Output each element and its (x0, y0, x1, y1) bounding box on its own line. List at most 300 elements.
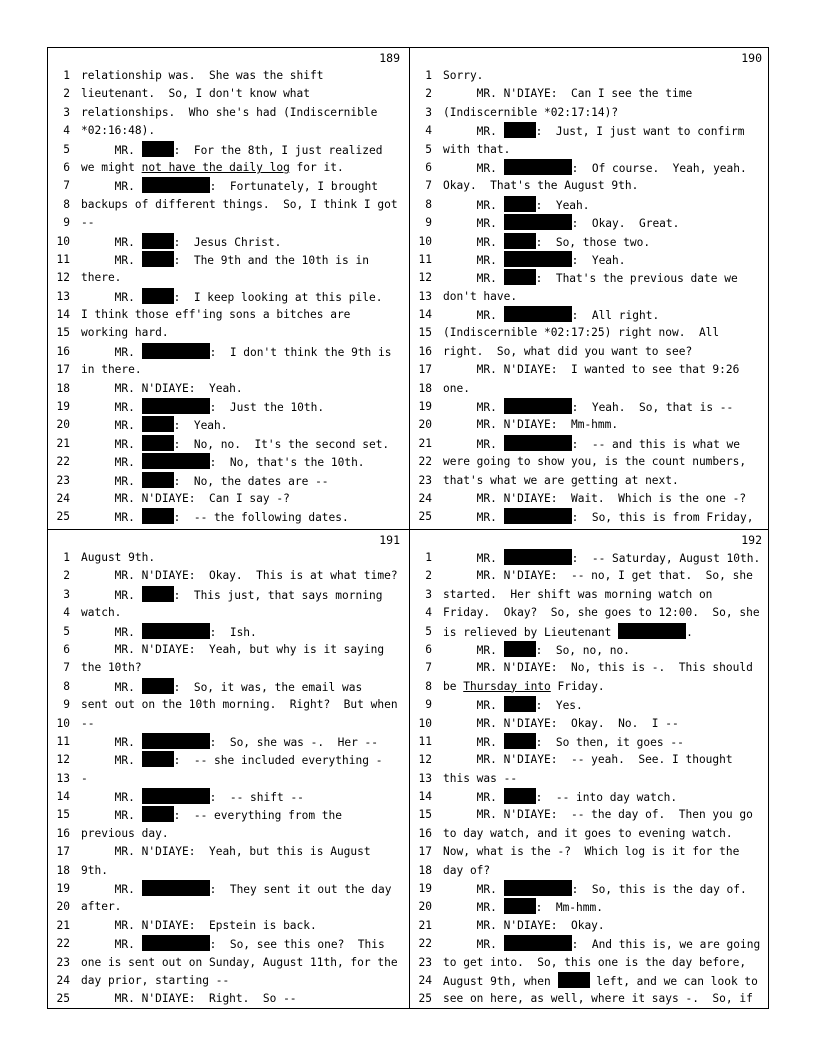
line-number: 21 (418, 918, 432, 932)
line-text: one. (443, 381, 470, 395)
transcript-line (48, 696, 408, 714)
line-text: MR. : So, those two. (443, 233, 770, 251)
line-text: 9th. (81, 863, 108, 877)
line-number: 23 (56, 955, 70, 969)
line-text: August 9th. (81, 551, 156, 564)
transcript-line (48, 159, 408, 177)
redaction-bar (504, 880, 572, 896)
line-text: MR. : I keep looking at this pile. (81, 288, 408, 306)
line-number: 18 (56, 863, 70, 877)
line-text: MR. : They sent it out the day (81, 880, 408, 898)
redaction-bar (142, 586, 174, 602)
transcript-line (410, 177, 770, 195)
line-number: 22 (56, 937, 70, 951)
line-number: 5 (425, 142, 432, 156)
page-panel-189 (48, 48, 408, 528)
line-text: day prior, starting -- (81, 973, 230, 987)
redaction-bar (504, 269, 536, 285)
transcript-line (410, 549, 770, 567)
redaction-bar (504, 508, 572, 524)
line-text: MR. : So then, it goes -- (443, 733, 770, 751)
line-number: 8 (63, 679, 70, 693)
line-text: MR. : Jesus Christ. (81, 233, 408, 251)
transcript-line (410, 623, 770, 641)
redaction-bar (142, 416, 174, 432)
transcript-line (410, 604, 770, 622)
line-text: MR. : Just, I just want to confirm (443, 122, 770, 140)
transcript-line (48, 770, 408, 788)
line-text: to day watch, and it goes to evening watch. (443, 826, 733, 840)
transcript-line (48, 67, 408, 85)
transcript-line (410, 880, 770, 898)
line-text: MR. : All right. (443, 306, 770, 324)
line-number: 21 (56, 918, 70, 932)
transcript-line (410, 508, 770, 526)
transcript-line (410, 770, 770, 788)
line-text: MR. : And this is, we are going (443, 935, 770, 953)
redaction-bar (142, 251, 174, 267)
transcript-line (410, 306, 770, 324)
redaction-bar (504, 251, 572, 267)
line-text: MR. : Of course. Yeah, yeah. (443, 159, 770, 177)
transcript-line (410, 972, 770, 990)
line-number: 24 (56, 491, 70, 505)
transcript-lines (410, 549, 770, 1009)
line-text: working hard. (81, 326, 169, 340)
transcript-line (48, 380, 408, 398)
line-number: 20 (56, 900, 70, 914)
redaction-bar (142, 623, 210, 639)
line-number: 21 (418, 436, 432, 450)
redaction-bar (142, 733, 210, 749)
line-text: is relieved by Lieutenant . (443, 623, 770, 641)
transcript-line (410, 733, 770, 751)
transcript-line (48, 567, 408, 585)
line-number: 8 (425, 197, 432, 211)
line-text: MR. : -- Saturday, August 10th. (443, 549, 770, 567)
line-text: watch. (81, 606, 122, 620)
line-text: in there. (81, 363, 142, 377)
line-text: MR. N'DIAYE: Mm-hmm. (443, 418, 619, 432)
underlined-text: Thursday into (463, 679, 551, 693)
line-text: MR. N'DIAYE: Can I see the time (443, 87, 693, 101)
line-text: to get into. So, this one is the day before, (443, 955, 747, 969)
transcript-line (48, 361, 408, 379)
page-number: 192 (741, 533, 762, 547)
line-number: 6 (425, 160, 432, 174)
redaction-bar (142, 343, 210, 359)
transcript-line (48, 490, 408, 508)
transcript-line (48, 416, 408, 434)
line-number: 16 (418, 826, 432, 840)
transcript-line (48, 806, 408, 824)
redaction-bar (504, 788, 536, 804)
line-number: 12 (56, 753, 70, 767)
transcript-line (48, 214, 408, 232)
transcript-line (48, 269, 408, 287)
page-panel-190 (410, 48, 770, 528)
transcript-line (410, 490, 770, 508)
line-text: were going to show you, is the count numbers, (443, 455, 747, 469)
line-text: don't have. (443, 289, 518, 303)
line-text: MR. N'DIAYE: Can I say -? (81, 491, 290, 505)
line-number: 8 (425, 679, 432, 693)
line-text: -- (81, 216, 95, 230)
transcript-line (48, 715, 408, 733)
line-number: 4 (425, 124, 432, 138)
line-text: we might not have the daily log for it. (81, 160, 344, 174)
line-number: 6 (63, 642, 70, 656)
transcript-line (48, 324, 408, 342)
line-text: MR. : -- she included everything - (81, 751, 408, 769)
line-number: 13 (56, 771, 70, 785)
line-text: Friday. Okay? So, she goes to 12:00. So, she (443, 606, 760, 620)
redaction-bar (142, 935, 210, 951)
transcript-lines (48, 67, 408, 527)
transcript-line (410, 269, 770, 287)
line-text: with that. (443, 142, 511, 156)
line-text: August 9th, when left, and we can look to (443, 972, 770, 990)
redaction-bar (142, 751, 174, 767)
redaction-bar (504, 935, 572, 951)
line-number: 7 (63, 179, 70, 193)
redaction-bar (142, 880, 210, 896)
line-text: MR. N'DIAYE: -- no, I get that. So, she (443, 569, 753, 583)
line-text: MR. : Yeah. So, that is -- (443, 398, 770, 416)
line-number: 15 (56, 808, 70, 822)
line-text: after. (81, 900, 122, 914)
line-text: lieutenant. So, I don't know what (81, 87, 311, 101)
line-text: MR. : No, no. It's the second set. (81, 435, 408, 453)
line-number: 11 (418, 252, 432, 266)
line-number: 15 (418, 808, 432, 822)
transcript-line (410, 472, 770, 490)
page-panel-191 (48, 530, 408, 1010)
line-text: MR. : This just, that says morning (81, 586, 408, 604)
line-text: right. So, what did you want to see? (443, 344, 693, 358)
line-text: I think those eff'ing sons a bitches are (81, 308, 351, 322)
line-text: that's what we are getting at next. (443, 473, 679, 487)
transcript-line (48, 177, 408, 195)
redaction-bar (142, 678, 174, 694)
line-text: MR. : So, she was -. Her -- (81, 733, 408, 751)
line-number: 21 (56, 436, 70, 450)
transcript-line (410, 380, 770, 398)
transcript-line (48, 678, 408, 696)
line-number: 17 (418, 363, 432, 377)
line-number: 3 (63, 105, 70, 119)
line-number: 17 (56, 845, 70, 859)
transcript-line (48, 196, 408, 214)
redaction-bar (504, 233, 536, 249)
transcript-line (48, 935, 408, 953)
line-number: 18 (56, 381, 70, 395)
transcript-line (410, 288, 770, 306)
line-text: (Indiscernible *02:17:14)? (443, 105, 619, 119)
line-number: 11 (56, 734, 70, 748)
line-number: 24 (56, 973, 70, 987)
line-number: 18 (418, 863, 432, 877)
line-number: 25 (56, 992, 70, 1006)
transcript-line (410, 806, 770, 824)
line-number: 20 (418, 900, 432, 914)
redaction-bar (504, 898, 536, 914)
transcript-line (410, 233, 770, 251)
redaction-bar (504, 196, 536, 212)
line-number: 19 (56, 882, 70, 896)
line-number: 7 (425, 661, 432, 675)
line-text: (Indiscernible *02:17:25) right now. All (443, 326, 720, 340)
line-number: 2 (63, 569, 70, 583)
line-text: MR. : Just the 10th. (81, 398, 408, 416)
line-number: 3 (63, 587, 70, 601)
transcript-line (48, 398, 408, 416)
transcript-line (48, 141, 408, 159)
transcript-line (48, 751, 408, 769)
transcript-line (410, 122, 770, 140)
transcript-line (48, 549, 408, 567)
line-text: - (81, 771, 88, 785)
page-panel-192 (410, 530, 770, 1010)
line-text: MR. : -- into day watch. (443, 788, 770, 806)
line-number: 7 (63, 661, 70, 675)
redaction-bar (618, 623, 686, 639)
line-number: 12 (418, 271, 432, 285)
line-text: MR. : No, the dates are -- (81, 472, 408, 490)
transcript-line (410, 898, 770, 916)
line-text: previous day. (81, 826, 169, 840)
line-text: MR. : For the 8th, I just realized (81, 141, 408, 159)
redaction-bar (504, 398, 572, 414)
line-number: 25 (418, 992, 432, 1006)
line-number: 19 (418, 882, 432, 896)
line-number: 9 (63, 698, 70, 712)
line-text: MR. : -- and this is what we (443, 435, 770, 453)
line-number: 4 (425, 606, 432, 620)
transcript-line (48, 453, 408, 471)
line-number: 10 (418, 716, 432, 730)
transcript-line (48, 972, 408, 990)
redaction-bar (142, 141, 174, 157)
line-number: 11 (56, 252, 70, 266)
line-text: MR. N'DIAYE: Yeah, but this is August (81, 845, 371, 859)
line-text: MR. N'DIAYE: Yeah, but why is it saying (81, 642, 385, 656)
redaction-bar (504, 549, 572, 565)
line-number: 1 (63, 69, 70, 82)
line-number: 16 (56, 826, 70, 840)
transcript-line (48, 641, 408, 659)
transcript-lines (48, 549, 408, 1009)
line-text: MR. : Yes. (443, 696, 770, 714)
line-number: 25 (418, 510, 432, 524)
line-number: 12 (418, 753, 432, 767)
line-text: MR. : So, see this one? This (81, 935, 408, 953)
transcript-line (410, 324, 770, 342)
transcript-line (48, 659, 408, 677)
redaction-bar (558, 972, 590, 988)
line-text: started. Her shift was morning watch on (443, 587, 713, 601)
line-text: Sorry. (443, 69, 484, 82)
line-number: 9 (63, 216, 70, 230)
line-text: MR. : Yeah. (81, 416, 408, 434)
transcript-line (48, 880, 408, 898)
line-number: 2 (425, 87, 432, 101)
redaction-bar (504, 306, 572, 322)
line-number: 9 (425, 216, 432, 230)
transcript-line (48, 85, 408, 103)
transcript-line (410, 251, 770, 269)
transcript-line (410, 788, 770, 806)
redaction-bar (142, 508, 174, 524)
transcript-line (410, 917, 770, 935)
line-number: 13 (56, 289, 70, 303)
line-number: 16 (418, 344, 432, 358)
line-number: 17 (418, 845, 432, 859)
transcript-line (410, 67, 770, 85)
transcript-line (410, 214, 770, 232)
line-text: -- (81, 716, 95, 730)
line-number: 17 (56, 363, 70, 377)
line-text: MR. : Yeah. (443, 196, 770, 214)
line-text: MR. N'DIAYE: Wait. Which is the one -? (443, 491, 747, 505)
transcript-line (48, 843, 408, 861)
transcript-line (48, 954, 408, 972)
line-number: 16 (56, 344, 70, 358)
line-text: there. (81, 271, 122, 285)
redaction-bar (142, 788, 210, 804)
line-text: MR. N'DIAYE: Yeah. (81, 381, 243, 395)
line-number: 19 (56, 400, 70, 414)
line-number: 13 (418, 289, 432, 303)
line-number: 6 (63, 160, 70, 174)
line-number: 14 (418, 308, 432, 322)
line-number: 25 (56, 510, 70, 524)
line-number: 3 (425, 105, 432, 119)
line-text: MR. : So, no, no. (443, 641, 770, 659)
redaction-bar (504, 159, 572, 175)
line-text: MR. : Fortunately, I brought (81, 177, 408, 195)
line-number: 22 (418, 455, 432, 469)
transcript-line (410, 85, 770, 103)
line-text: Okay. That's the August 9th. (443, 179, 639, 193)
transcript-line (410, 343, 770, 361)
line-text: MR. N'DIAYE: Okay. No. I -- (443, 716, 679, 730)
line-text: backups of different things. So, I think I got (81, 197, 398, 211)
line-text: MR. : The 9th and the 10th is in (81, 251, 408, 269)
page-number: 190 (741, 51, 762, 65)
line-number: 22 (418, 937, 432, 951)
line-number: 5 (63, 624, 70, 638)
redaction-bar (504, 696, 536, 712)
transcript-line (48, 104, 408, 122)
transcript-line (410, 862, 770, 880)
transcript-line (410, 398, 770, 416)
line-number: 23 (418, 955, 432, 969)
redaction-bar (142, 288, 174, 304)
line-text: MR. N'DIAYE: No, this is -. This should (443, 661, 753, 675)
line-number: 1 (63, 551, 70, 564)
line-text: MR. N'DIAYE: -- yeah. See. I thought (443, 753, 733, 767)
transcript-line (48, 472, 408, 490)
transcript-line (410, 196, 770, 214)
line-text: relationships. Who she's had (Indiscernible (81, 105, 378, 119)
redaction-bar (504, 122, 536, 138)
line-text: MR. : I don't think the 9th is (81, 343, 408, 361)
transcript-line (410, 751, 770, 769)
transcript-line (410, 586, 770, 604)
line-number: 24 (418, 973, 432, 987)
line-text: relationship was. She was the shift (81, 69, 324, 82)
line-text: be Thursday into Friday. (443, 679, 605, 693)
transcript-sheet (47, 47, 769, 1009)
line-number: 8 (63, 197, 70, 211)
transcript-line (48, 733, 408, 751)
transcript-line (48, 343, 408, 361)
transcript-line (410, 567, 770, 585)
transcript-line (48, 862, 408, 880)
redaction-bar (142, 233, 174, 249)
page-number: 191 (379, 533, 400, 547)
transcript-line (48, 898, 408, 916)
line-number: 6 (425, 642, 432, 656)
line-number: 10 (56, 234, 70, 248)
line-text: MR. N'DIAYE: -- the day of. Then you go (443, 808, 753, 822)
line-number: 2 (425, 569, 432, 583)
line-number: 4 (63, 606, 70, 620)
transcript-line (48, 990, 408, 1008)
page-number: 189 (379, 51, 400, 65)
line-text: MR. N'DIAYE: Okay. This is at what time? (81, 569, 398, 583)
line-text: *02:16:48). (81, 124, 156, 138)
transcript-line (410, 696, 770, 714)
line-number: 14 (56, 308, 70, 322)
transcript-line (410, 159, 770, 177)
transcript-line (48, 251, 408, 269)
line-number: 15 (56, 326, 70, 340)
line-number: 10 (418, 234, 432, 248)
transcript-line (410, 453, 770, 471)
line-text: MR. : -- the following dates. (81, 508, 408, 526)
line-text: MR. : So, this is the day of. (443, 880, 770, 898)
line-text: MR. : Ish. (81, 623, 408, 641)
redaction-bar (142, 472, 174, 488)
redaction-bar (504, 641, 536, 657)
line-number: 14 (56, 790, 70, 804)
line-number: 5 (63, 142, 70, 156)
transcript-line (410, 715, 770, 733)
line-text: MR. : Yeah. (443, 251, 770, 269)
line-number: 4 (63, 124, 70, 138)
transcript-line (410, 990, 770, 1008)
transcript-line (48, 825, 408, 843)
transcript-line (48, 122, 408, 140)
line-number: 20 (56, 418, 70, 432)
transcript-line (410, 641, 770, 659)
line-text: MR. N'DIAYE: Right. So -- (81, 992, 297, 1006)
line-text: MR. N'DIAYE: I wanted to see that 9:26 (443, 363, 740, 377)
line-number: 19 (418, 400, 432, 414)
line-text: MR. : Okay. Great. (443, 214, 770, 232)
transcript-line (48, 788, 408, 806)
line-number: 7 (425, 179, 432, 193)
line-number: 18 (418, 381, 432, 395)
redaction-bar (142, 453, 210, 469)
transcript-line (410, 416, 770, 434)
transcript-line (410, 935, 770, 953)
line-number: 3 (425, 587, 432, 601)
transcript-line (48, 306, 408, 324)
line-text: see on here, as well, where it says -. So, if (443, 992, 753, 1006)
